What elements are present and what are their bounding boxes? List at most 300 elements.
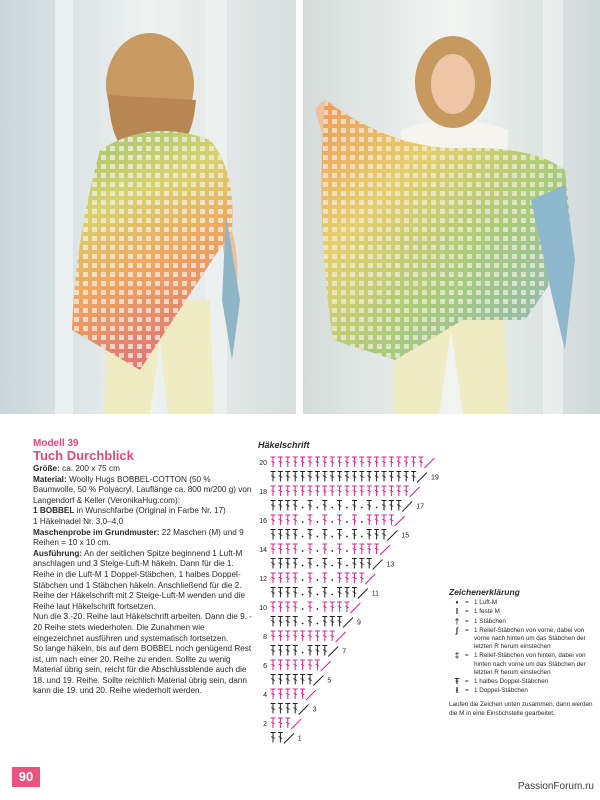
row-label: 18: [259, 489, 267, 496]
stitch-symbol: [285, 704, 290, 714]
stitch-symbol: [285, 646, 290, 656]
bobbel-value: in Wunschfarbe (Original in Farbe Nr. 17): [74, 506, 226, 516]
stitch-symbol: [300, 472, 305, 482]
stitch-symbol: [322, 530, 327, 540]
edge-stitch: [380, 545, 390, 555]
stitch-symbol: [278, 689, 283, 699]
edge-stitch: [365, 574, 375, 584]
stitch-symbol: [322, 646, 327, 656]
stitch-symbol: [337, 602, 342, 612]
material-paragraph: [33, 475, 253, 507]
stitch-symbol: [285, 559, 290, 569]
stitch-symbol: [345, 486, 350, 496]
stitch-symbol: [271, 617, 276, 627]
stitch-symbol: [271, 718, 276, 728]
edge-stitch: [321, 661, 331, 671]
size-paragraph: [33, 464, 253, 475]
stitch-symbol: [352, 472, 357, 482]
edge-stitch: [313, 676, 323, 686]
chain-stitch: [346, 521, 348, 523]
finish-paragraph: So lange häkeln, bis auf dem BOBBEL noch genügend Rest ist, um nach einer 20. Reihe zu enden. Sollte zu wenig Material übrig sein, reicht für die Abschlussblende auch die 18. und 19. Reihe. Sollte reichlich Material übrig sein, dann kann die 19. und 20. Reihe wiederholt werden.: [33, 644, 252, 696]
edge-stitch: [291, 719, 301, 729]
legend-item: [449, 678, 597, 686]
chain-stitch: [346, 550, 348, 552]
stitch-symbol: [337, 559, 342, 569]
stitch-symbol: [322, 573, 327, 583]
chain-stitch: [317, 507, 319, 509]
pattern-text: [33, 438, 253, 697]
legend-text: 1 Luft-M: [474, 599, 498, 607]
stitch-symbol: [293, 660, 298, 670]
chain-stitch: [331, 521, 333, 523]
legend-title: Zeichenerklärung: [449, 587, 520, 597]
stitch-symbol: [337, 457, 342, 467]
stitch-symbol: [382, 457, 387, 467]
stitch-symbol: [278, 559, 283, 569]
legend-symbol: •: [455, 598, 459, 608]
stitch-symbol: [293, 617, 298, 627]
stitch-symbol: [308, 617, 313, 627]
stitch-symbol: [337, 515, 342, 525]
row-label: 12: [259, 576, 267, 583]
chain-stitch: [331, 550, 333, 552]
stitch-symbol: [278, 718, 283, 728]
stitch-symbol: [330, 602, 335, 612]
legend-item: [449, 618, 597, 626]
stitch-symbol: [352, 515, 357, 525]
stitch-symbol: [359, 486, 364, 496]
legend-equals: =: [465, 608, 469, 616]
stitch-symbol: [330, 457, 335, 467]
edge-stitch: [424, 458, 434, 468]
stitch-symbol: [389, 457, 394, 467]
stitch-symbol: [293, 515, 298, 525]
size-value: ca. 200 x 75 cm: [59, 464, 120, 473]
chain-stitch: [302, 507, 304, 509]
repeat-paragraph: Nun die 3.-20. Reihe laut Häkelschrift arbeiten. Dann die 9. - 20 Reihe stets wiederholen. Die Zunahmen wie eingezeichnet ausführen und systematisch fortsetzen.: [33, 612, 252, 643]
stitch-symbol: [330, 486, 335, 496]
stitch-symbol: [396, 472, 401, 482]
stitch-symbol: [278, 733, 283, 743]
chain-stitch: [317, 579, 319, 581]
stitch-symbol: [278, 530, 283, 540]
chain-stitch: [317, 536, 319, 538]
chain-stitch: [376, 507, 378, 509]
legend-text: 1 Relief-Stäbchen von vorne, dabei von vorne nach hinten um das Stäbchen der letzten R herum einstechen: [474, 626, 586, 651]
stitch-symbol: [285, 544, 290, 554]
stitch-symbol: [293, 472, 298, 482]
hook-paragraph: 1 Häkelnadel Nr. 3,0–4,0: [33, 516, 124, 526]
chain-stitch: [331, 579, 333, 581]
stitch-symbol: [322, 602, 327, 612]
stitch-symbol: [293, 646, 298, 656]
stitch-symbol: [322, 588, 327, 598]
stitch-symbol: [271, 704, 276, 714]
stitch-symbol: [285, 573, 290, 583]
stitch-symbol: [315, 631, 320, 641]
legend-equals: =: [465, 652, 469, 660]
chain-stitch: [317, 608, 319, 610]
chain-stitch: [317, 521, 319, 523]
legend-symbol: I: [455, 607, 459, 617]
stitch-symbol: [382, 486, 387, 496]
stitch-symbol: [374, 515, 379, 525]
stitch-symbol: [271, 486, 276, 496]
stitch-symbol: [367, 472, 372, 482]
legend-text: 1 halbes Doppel-Stäbchen: [474, 678, 549, 686]
stitch-symbol: [308, 501, 313, 511]
stitch-symbol: [374, 530, 379, 540]
stitch-symbol: [285, 457, 290, 467]
chain-stitch: [346, 507, 348, 509]
stitch-symbol: [293, 530, 298, 540]
stitch-symbol: [293, 559, 298, 569]
stitch-symbol: [367, 486, 372, 496]
stitch-symbol: [271, 573, 276, 583]
stitch-symbol: [271, 544, 276, 554]
stitch-symbol: [367, 457, 372, 467]
legend-equals: =: [465, 626, 469, 634]
stitch-symbol: [359, 544, 364, 554]
chain-stitch: [361, 521, 363, 523]
stitch-symbol: [345, 472, 350, 482]
stitch-symbol: [293, 704, 298, 714]
stitch-symbol: [285, 675, 290, 685]
edge-stitch: [387, 531, 397, 541]
stitch-symbol: [396, 501, 401, 511]
edge-stitch: [299, 705, 309, 715]
stitch-symbol: [345, 588, 350, 598]
row-label: 20: [259, 460, 267, 467]
chain-stitch: [331, 507, 333, 509]
stitch-symbol: [315, 660, 320, 670]
stitch-symbol: [330, 631, 335, 641]
stitch-symbol: [330, 472, 335, 482]
stitch-symbol: [337, 530, 342, 540]
stitch-symbol: [308, 602, 313, 612]
stitch-symbol: [300, 631, 305, 641]
legend-item: [449, 599, 597, 607]
stitch-symbol: [359, 472, 364, 482]
stitch-symbol: [352, 573, 357, 583]
chain-stitch: [302, 521, 304, 523]
stitch-symbol: [315, 646, 320, 656]
edge-stitch: [328, 647, 338, 657]
row-label: 19: [431, 474, 439, 482]
stitch-symbol: [374, 472, 379, 482]
stitch-symbol: [315, 472, 320, 482]
edge-stitch: [395, 516, 405, 526]
row-label: 14: [259, 547, 267, 554]
stitch-symbol: [293, 689, 298, 699]
stitch-symbol: [293, 544, 298, 554]
stitch-symbol: [389, 472, 394, 482]
chain-stitch: [331, 594, 333, 596]
edge-stitch: [402, 502, 412, 512]
stitch-symbol: [322, 631, 327, 641]
stitch-symbol: [278, 704, 283, 714]
stitch-symbol: [345, 457, 350, 467]
page-number: 90: [12, 767, 40, 787]
stitch-symbol: [308, 660, 313, 670]
stitch-symbol: [293, 501, 298, 511]
stitch-symbol: [374, 544, 379, 554]
stitch-symbol: [352, 588, 357, 598]
stitch-symbol: [285, 602, 290, 612]
stitch-symbol: [278, 646, 283, 656]
edge-stitch: [350, 603, 360, 613]
stitch-symbol: [271, 646, 276, 656]
edge-stitch: [410, 487, 420, 497]
edge-stitch: [343, 618, 353, 628]
stitch-symbol: [404, 457, 409, 467]
stitch-symbol: [367, 530, 372, 540]
stitch-symbol: [271, 689, 276, 699]
stitch-symbol: [337, 588, 342, 598]
stitch-symbol: [278, 602, 283, 612]
stitch-symbol: [389, 515, 394, 525]
stitch-symbol: [308, 646, 313, 656]
row-label: 17: [416, 503, 424, 511]
stitch-symbol: [278, 675, 283, 685]
stitch-symbol: [382, 501, 387, 511]
stitch-symbol: [285, 631, 290, 641]
chain-stitch: [346, 536, 348, 538]
chain-stitch: [302, 623, 304, 625]
stitch-symbol: [337, 573, 342, 583]
stitch-symbol: [322, 544, 327, 554]
legend-text: 1 Stäbchen: [474, 617, 506, 625]
stitch-symbol: [278, 660, 283, 670]
chain-stitch: [302, 608, 304, 610]
stitch-symbol: [278, 486, 283, 496]
legend-equals: =: [465, 599, 469, 607]
stitch-symbol: [271, 501, 276, 511]
chain-stitch: [331, 565, 333, 567]
stitch-symbol: [308, 515, 313, 525]
stitch-symbol: [285, 486, 290, 496]
stitch-symbol: [374, 486, 379, 496]
stitch-symbol: [352, 486, 357, 496]
stitch-symbol: [293, 457, 298, 467]
row-label: 4: [263, 692, 267, 699]
stitch-symbol: [315, 486, 320, 496]
stitch-symbol: [285, 718, 290, 728]
row-label: 10: [259, 605, 267, 612]
bobbel-label: 1 BOBBEL: [33, 506, 75, 516]
gauge-value: 22 Maschen (M) und 9 Reihen = 10 x 10 cm.: [33, 527, 244, 548]
chain-stitch: [317, 565, 319, 567]
row-label: 8: [263, 634, 267, 641]
stitch-symbol: [419, 457, 424, 467]
model-title: Tuch Durchblick: [33, 448, 134, 463]
stitch-symbol: [352, 559, 357, 569]
photo-back-view: [0, 0, 296, 414]
stitch-symbol: [300, 457, 305, 467]
stitch-symbol: [293, 573, 298, 583]
stitch-symbol: [352, 457, 357, 467]
legend-symbol: †: [454, 616, 460, 626]
stitch-symbol: [271, 559, 276, 569]
photo-front-view: [303, 0, 600, 414]
chain-stitch: [346, 565, 348, 567]
stitch-symbol: [322, 617, 327, 627]
stitch-symbol: [278, 631, 283, 641]
chain-stitch: [317, 594, 319, 596]
stitch-symbol: [367, 544, 372, 554]
stitch-symbol: [278, 457, 283, 467]
material-value: Woolly Hugs BOBBEL-COTTON (50 % Baumwolle, 50 % Polyacryl, Lauflänge ca. 800 m/200 g) von Langendorf & Keller (VeronikaHug.com):: [33, 474, 252, 505]
gauge-label: Maschenprobe im Grundmuster:: [33, 527, 160, 537]
row-label: 7: [342, 648, 347, 656]
stitch-symbol: [322, 559, 327, 569]
stitch-symbol: [300, 675, 305, 685]
material-label: Material:: [33, 474, 67, 484]
chain-stitch: [302, 550, 304, 552]
stitch-symbol: [382, 515, 387, 525]
stitch-symbol: [322, 486, 327, 496]
stitch-symbol: [285, 501, 290, 511]
edge-stitch: [284, 734, 294, 744]
stitch-symbol: [308, 486, 313, 496]
stitch-symbol: [300, 660, 305, 670]
chain-stitch: [302, 565, 304, 567]
stitch-symbol: [285, 530, 290, 540]
stitch-symbol: [359, 559, 364, 569]
edge-stitch: [373, 560, 383, 570]
stitch-symbol: [285, 515, 290, 525]
stitch-symbol: [396, 457, 401, 467]
row-label: 5: [327, 677, 332, 685]
stitch-symbol: [389, 501, 394, 511]
stitch-symbol: [337, 472, 342, 482]
legend-item: [449, 627, 597, 652]
stitch-symbol: [315, 457, 320, 467]
edge-stitch: [306, 690, 316, 700]
watermark: PassionForum.ru: [517, 781, 594, 792]
row-label: 3: [312, 706, 317, 714]
stitch-symbol: [308, 573, 313, 583]
stitch-symbol: [271, 733, 276, 743]
stitch-symbol: [367, 559, 372, 569]
symbol-legend: [449, 588, 597, 718]
stitch-symbol: [271, 472, 276, 482]
instructions-value: An der seitlichen Spitze beginnend 1 Luft-M anschlagen und 3 Steige-Luft-M häkeln. Dann für die 1. Reihe in die Luft-M 1 Doppel-Stäbchen, 1 halbes Doppel-Stäbchen und 1 Stäbchen häkeln. Anschließend für die 2. Reihe der Häkelschrift mit 2 Steige-Luft-M wenden und die Reihe laut Häkelschrift fortsetzen.: [33, 548, 246, 611]
stitch-symbol: [278, 472, 283, 482]
legend-symbol: ‡: [454, 651, 460, 661]
stitch-symbol: [389, 486, 394, 496]
chain-stitch: [302, 594, 304, 596]
legend-item: [449, 687, 597, 695]
stitch-symbol: [285, 660, 290, 670]
stitch-symbol: [337, 544, 342, 554]
stitch-symbol: [271, 631, 276, 641]
stitch-symbol: [278, 573, 283, 583]
gauge-paragraph: [33, 528, 253, 549]
row-label: 6: [263, 663, 267, 670]
instructions-paragraph: [33, 549, 253, 613]
row-label: 15: [401, 532, 410, 540]
row-label: 1: [297, 735, 302, 743]
legend-equals: =: [465, 687, 469, 695]
edge-stitch: [336, 632, 346, 642]
legend-item: [449, 652, 597, 677]
stitch-symbol: [345, 602, 350, 612]
stitch-symbol: [396, 486, 401, 496]
stitch-symbol: [359, 457, 364, 467]
legend-note: Laufen die Zeichen unten zusammen, dann werden die M in eine Einstichstelle gearbeitet.: [449, 701, 593, 717]
stitch-symbol: [293, 675, 298, 685]
stitch-symbol: [271, 515, 276, 525]
stitch-symbol: [278, 544, 283, 554]
bobbel-paragraph: [33, 506, 253, 517]
stitch-symbol: [293, 588, 298, 598]
legend-text: 1 feste M: [474, 608, 500, 616]
instructions-label: Ausführung:: [33, 548, 83, 558]
stitch-symbol: [308, 588, 313, 598]
stitch-symbol: [411, 457, 416, 467]
stitch-symbol: [322, 515, 327, 525]
stitch-symbol: [293, 631, 298, 641]
legend-symbol: ∫: [455, 625, 459, 635]
row-label: 16: [259, 518, 267, 525]
legend-symbol: Ŧ: [454, 677, 460, 687]
legend-equals: =: [465, 678, 469, 686]
stitch-symbol: [374, 457, 379, 467]
chain-stitch: [302, 579, 304, 581]
legend-item: [449, 608, 597, 616]
legend-text: 1 Relief-Stäbchen von hinten, dabei von hinten nach vorne um das Stäbchen der letzten R herum einstechen: [474, 652, 586, 676]
stitch-symbol: [271, 660, 276, 670]
edge-stitch: [358, 589, 368, 599]
stitch-symbol: [367, 501, 372, 511]
stitch-symbol: [300, 486, 305, 496]
stitch-symbol: [278, 515, 283, 525]
stitch-symbol: [330, 617, 335, 627]
legend-equals: =: [465, 617, 469, 625]
stitch-symbol: [293, 486, 298, 496]
stitch-symbol: [271, 602, 276, 612]
chain-stitch: [361, 536, 363, 538]
stitch-symbol: [271, 457, 276, 467]
stitch-symbol: [359, 573, 364, 583]
row-label: 9: [357, 619, 361, 627]
stitch-symbol: [308, 559, 313, 569]
row-label: 11: [371, 590, 380, 598]
stitch-symbol: [278, 617, 283, 627]
chain-stitch: [317, 550, 319, 552]
stitch-symbol: [300, 689, 305, 699]
stitch-symbol: [404, 486, 409, 496]
stitch-symbol: [337, 486, 342, 496]
stitch-symbol: [367, 515, 372, 525]
chain-stitch: [302, 536, 304, 538]
stitch-symbol: [382, 472, 387, 482]
stitch-symbol: [308, 472, 313, 482]
edge-stitch: [417, 473, 427, 483]
legend-symbol: Ɨ: [455, 686, 459, 696]
chain-stitch: [302, 652, 304, 654]
stitch-symbol: [345, 573, 350, 583]
row-label: 13: [386, 561, 395, 569]
stitch-symbol: [285, 617, 290, 627]
stitch-symbol: [322, 472, 327, 482]
chain-stitch: [331, 536, 333, 538]
stitch-symbol: [411, 472, 416, 482]
stitch-symbol: [337, 617, 342, 627]
stitch-symbol: [322, 457, 327, 467]
size-label: Größe:: [33, 464, 60, 473]
